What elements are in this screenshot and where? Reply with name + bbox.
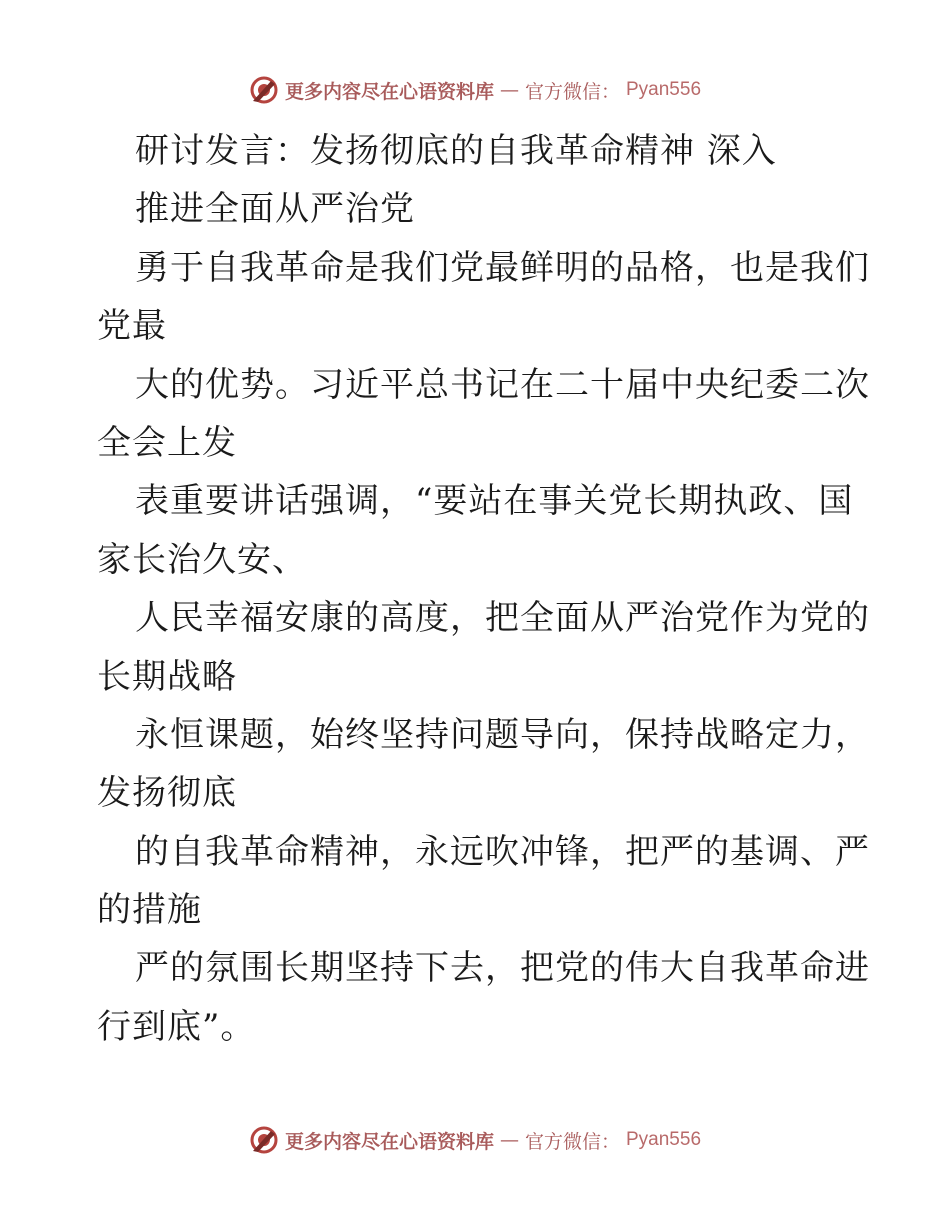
paragraph-line: 的措施 <box>97 890 202 931</box>
banner-wechat-handle: Pyan556 <box>626 1129 702 1150</box>
paragraph-line: 大的优势。习近平总书记在二十届中央纪委二次 <box>135 364 870 405</box>
banner-wechat-label: 官方微信： <box>524 80 620 103</box>
paragraph-line: 表重要讲话强调，“要站在事关党长期执政、国 <box>135 481 854 522</box>
paragraph-line: 勇于自我革命是我们党最鲜明的品格，也是我们 <box>135 247 870 288</box>
header-banner <box>0 70 950 110</box>
paragraph-line: 全会上发 <box>97 422 237 463</box>
paragraph-line: 严的氛围长期坚持下去，把党的伟大自我革命进 <box>135 948 870 989</box>
paragraph-line: 发扬彻底 <box>97 773 237 814</box>
quill-seal-icon <box>249 1125 279 1155</box>
paragraph-line: 的自我革命精神，永远吹冲锋，把严的基调、严 <box>135 831 870 872</box>
paragraph-line: 永恒课题，始终坚持问题导向，保持战略定力， <box>135 714 870 755</box>
footer-banner <box>0 1120 950 1160</box>
banner-wechat-label: 官方微信： <box>524 1130 620 1153</box>
banner-wechat-handle: Pyan556 <box>626 79 702 100</box>
quill-seal-icon <box>249 75 279 105</box>
paragraph-line: 党最 <box>97 306 167 347</box>
banner-dash: — <box>499 79 519 101</box>
banner-site-text: 更多内容尽在心语资料库 <box>284 80 494 103</box>
paragraph-line: 长期战略 <box>97 656 237 697</box>
paragraph-line: 人民幸福安康的高度，把全面从严治党作为党的 <box>135 598 870 639</box>
banner-site-text: 更多内容尽在心语资料库 <box>284 1130 494 1153</box>
document-body <box>97 122 870 1056</box>
paragraph-line: 家长治久安、 <box>97 539 307 580</box>
paragraph-line: 行到底”。 <box>97 1006 256 1047</box>
title-line-1: 研讨发言：发扬彻底的自我革命精神 深入 <box>135 131 777 171</box>
banner-dash: — <box>499 1129 519 1151</box>
title-line-2: 推进全面从严治党 <box>135 189 415 230</box>
